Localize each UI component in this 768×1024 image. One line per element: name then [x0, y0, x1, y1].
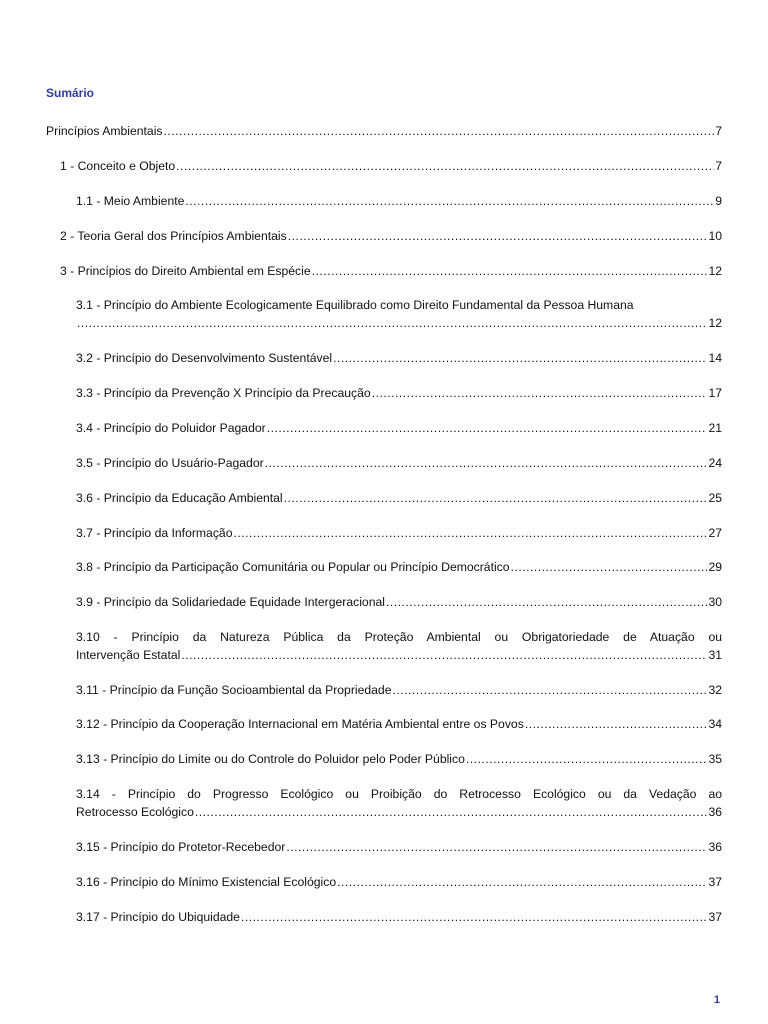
- leader-dots: [241, 908, 707, 926]
- toc-entry-page: 24: [708, 456, 722, 470]
- toc-entry-page: 17: [708, 386, 722, 400]
- leader-dots: [77, 314, 707, 332]
- leader-dots: [176, 157, 714, 175]
- toc-entry-page: 36: [708, 840, 722, 854]
- toc-entry[interactable]: [76, 715, 722, 733]
- leader-dots: [312, 262, 708, 280]
- toc-entry[interactable]: [76, 593, 722, 611]
- toc-entry-label: 3.8 - Princípio da Participação Comunitária ou Popular ou Princípio Democrático: [76, 560, 510, 574]
- toc-entry-label: 3.2 - Princípio do Desenvolvimento Sustentável: [76, 351, 333, 365]
- toc-entry-label: 2 - Teoria Geral dos Princípios Ambientais: [60, 229, 287, 243]
- toc-entry[interactable]: [60, 227, 722, 245]
- toc-entry[interactable]: [76, 454, 722, 472]
- leader-dots: [286, 838, 707, 856]
- toc-entry-label-continued: Retrocesso Ecológico: [76, 805, 194, 819]
- toc-entry-label: 3.5 - Princípio do Usuário-Pagador: [76, 456, 264, 470]
- toc-entry[interactable]: [76, 873, 722, 891]
- leader-dots: [525, 715, 708, 733]
- toc-entry-label: 3.13 - Princípio do Limite ou do Controle do Poluidor pelo Poder Público: [76, 752, 465, 766]
- toc-entry-page: 36: [708, 805, 722, 819]
- toc-entry[interactable]: [76, 524, 722, 542]
- toc-entry-label: 3.10 - Princípio da Natureza Pública da Proteção Ambiental ou Obrigatoriedade de Atuação ou: [76, 630, 722, 644]
- toc-entry-page: 32: [708, 683, 722, 697]
- leader-dots: [337, 873, 707, 891]
- leader-dots: [234, 524, 708, 542]
- toc-entry-page: 30: [708, 595, 722, 609]
- toc-entry-label: 3.3 - Princípio da Prevenção X Princípio da Precaução: [76, 386, 371, 400]
- toc-entry-label: 3.9 - Princípio da Solidariedade Equidade Intergeracional: [76, 595, 385, 609]
- leader-dots: [333, 349, 707, 367]
- leader-dots: [267, 419, 708, 437]
- toc-entry-page: 10: [708, 229, 722, 243]
- leader-dots: [265, 454, 708, 472]
- toc-entry-page: 34: [708, 717, 722, 731]
- toc-entry-label: 3.14 - Princípio do Progresso Ecológico ou Proibição do Retrocesso Ecológico ou da Vedação ao: [76, 787, 722, 801]
- toc-entry-label: 3.12 - Princípio da Cooperação Internacional em Matéria Ambiental entre os Povos: [76, 717, 524, 731]
- toc-entry-page: 12: [708, 264, 722, 278]
- toc-entry-label: 1.1 - Meio Ambiente: [76, 194, 185, 208]
- toc-entry-label: Princípios Ambientais: [46, 124, 163, 138]
- toc-entry[interactable]: [46, 122, 722, 140]
- toc-entry-page: 37: [708, 875, 722, 889]
- toc-entry-label: 3.11 - Princípio da Função Socioambiental da Propriedade: [76, 683, 392, 697]
- toc-entry[interactable]: [76, 419, 722, 437]
- toc-entry-page: 12: [708, 316, 722, 330]
- toc-entry-label: 3.17 - Princípio do Ubiquidade: [76, 910, 240, 924]
- toc-entry[interactable]: [76, 296, 722, 332]
- toc-entry-page: 27: [708, 526, 722, 540]
- leader-dots: [393, 681, 708, 699]
- toc-entry[interactable]: [76, 628, 722, 664]
- toc-entry-page: 31: [708, 648, 722, 662]
- leader-dots: [466, 750, 708, 768]
- toc-entry-page: 14: [708, 351, 722, 365]
- toc-entry-label: 3 - Princípios do Direito Ambiental em Espécie: [60, 264, 311, 278]
- leader-dots: [284, 489, 708, 507]
- toc-entry[interactable]: [76, 349, 722, 367]
- toc-entry[interactable]: [76, 908, 722, 926]
- toc-entry-page: 21: [708, 421, 722, 435]
- toc-entry[interactable]: [76, 384, 722, 402]
- leader-dots: [164, 122, 715, 140]
- toc-entry-page: 37: [708, 910, 722, 924]
- toc-entry-label: 3.1 - Princípio do Ambiente Ecologicamente Equilibrado como Direito Fundamental da Pessoa Humana: [76, 298, 634, 312]
- toc-entry[interactable]: [60, 157, 722, 175]
- toc-entry-page: 7: [715, 159, 722, 173]
- toc-entry[interactable]: [76, 681, 722, 699]
- toc-entry[interactable]: [76, 192, 722, 210]
- leader-dots: [386, 593, 707, 611]
- toc-entry[interactable]: [60, 262, 722, 280]
- leader-dots: [511, 558, 708, 576]
- toc-entry-page: 9: [715, 194, 722, 208]
- leader-dots: [181, 646, 707, 664]
- toc-entry[interactable]: [76, 838, 722, 856]
- toc-entry-label: 3.4 - Princípio do Poluidor Pagador: [76, 421, 266, 435]
- toc-entry-page: 7: [715, 124, 722, 138]
- toc-entry[interactable]: [76, 558, 722, 576]
- toc-title: Sumário: [46, 86, 95, 100]
- toc-entry[interactable]: [76, 489, 722, 507]
- toc-entry[interactable]: [76, 750, 722, 768]
- leader-dots: [185, 192, 714, 210]
- toc-entry-label: 3.6 - Princípio da Educação Ambiental: [76, 491, 283, 505]
- toc-entry[interactable]: [76, 785, 722, 821]
- page-number: 1: [713, 994, 720, 1006]
- leader-dots: [288, 227, 708, 245]
- toc-entry-label-continued: Intervenção Estatal: [76, 648, 181, 662]
- leader-dots: [372, 384, 708, 402]
- toc-entry-label: 3.15 - Princípio do Protetor-Recebedor: [76, 840, 286, 854]
- toc-entry-label: 1 - Conceito e Objeto: [60, 159, 176, 173]
- toc-entry-page: 25: [708, 491, 722, 505]
- leader-dots: [195, 803, 708, 821]
- toc-entry-label: 3.16 - Princípio do Mínimo Existencial Ecológico: [76, 875, 337, 889]
- toc-entry-page: 35: [708, 752, 722, 766]
- toc-entry-page: 29: [708, 560, 722, 574]
- toc-entry-label: 3.7 - Princípio da Informação: [76, 526, 233, 540]
